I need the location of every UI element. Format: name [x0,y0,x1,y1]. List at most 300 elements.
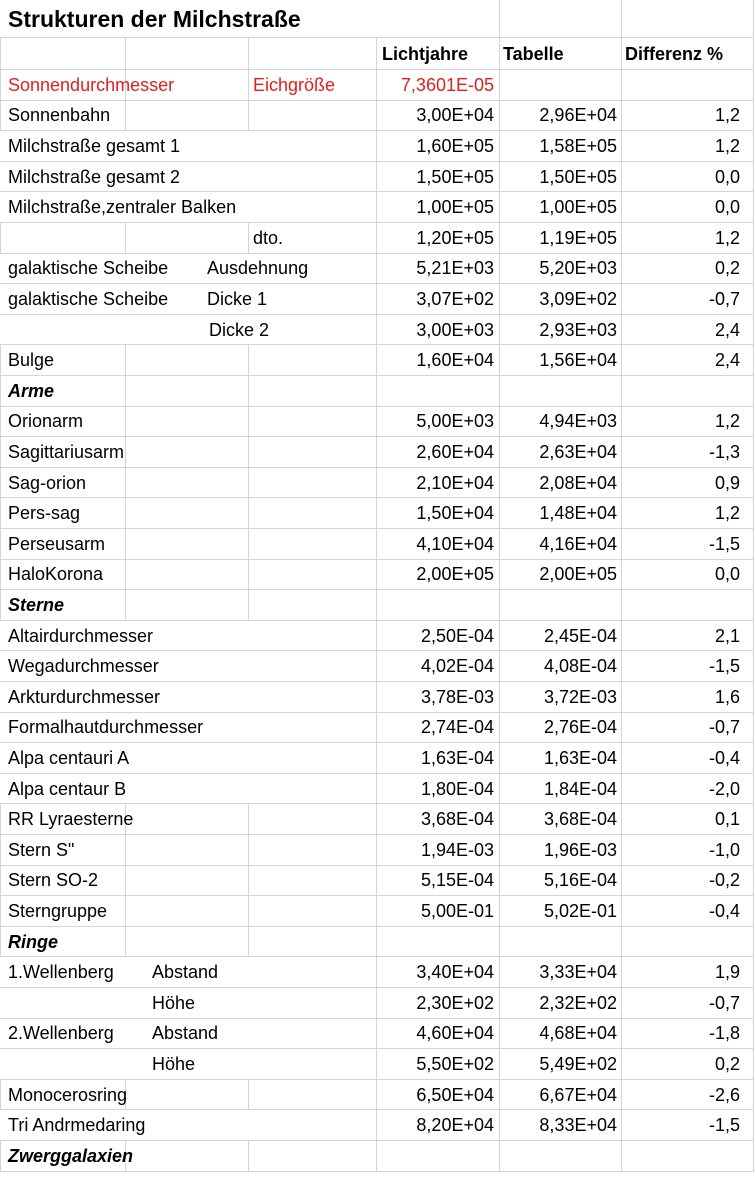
value-tabelle-text: 8,33E+04 [539,1115,617,1136]
value-differenz[interactable] [621,1080,740,1111]
gridline-vertical [621,0,622,38]
value-differenz-text: -1,5 [708,533,740,554]
row-sublabel[interactable] [152,957,376,988]
value-lichtjahre[interactable] [376,101,494,132]
row-label[interactable] [8,743,248,774]
gridline-vertical [621,590,622,621]
row-label-text: Milchstraße gesamt 2 [8,166,181,187]
gridline-vertical [0,101,1,132]
row-label[interactable] [8,682,248,713]
value-tabelle-text: 4,16E+04 [539,533,617,554]
row-label-text: galaktische Scheibe [8,288,169,309]
value-tabelle-text: 5,20E+03 [539,258,617,279]
value-lichtjahre-text: 2,00E+05 [416,564,494,585]
value-tabelle[interactable] [499,192,617,223]
section-ringe-text: Ringe [8,931,59,952]
gridline-vertical [0,1141,1,1172]
value-tabelle[interactable] [499,131,617,162]
table-row [0,896,754,927]
value-tabelle-text: 4,94E+03 [539,411,617,432]
value-tabelle[interactable] [499,1080,617,1111]
value-tabelle-text: 2,45E-04 [543,625,617,646]
gridline-vertical [248,223,249,254]
value-tabelle[interactable] [499,437,617,468]
value-tabelle[interactable] [499,682,617,713]
row-label[interactable] [8,651,248,682]
value-lichtjahre-text: 4,60E+04 [416,1023,494,1044]
table-row [0,192,754,223]
value-differenz-text: -2,6 [708,1084,740,1105]
gridline-vertical [125,223,126,254]
value-differenz[interactable] [621,437,740,468]
row-label-text: Bulge [8,350,55,371]
value-tabelle[interactable] [499,223,617,254]
value-tabelle-text: 2,00E+05 [539,564,617,585]
table-row [0,498,754,529]
value-lichtjahre[interactable] [376,284,494,315]
value-lichtjahre-text: 2,10E+04 [416,472,494,493]
row-label[interactable] [8,866,248,897]
row-label-text: 2.Wellenberg [8,1023,114,1044]
calibration-label[interactable] [8,70,248,101]
table-row [0,713,754,744]
value-differenz[interactable] [621,988,740,1019]
value-differenz[interactable] [621,131,740,162]
value-differenz[interactable] [621,1110,740,1141]
gridline-vertical [621,38,622,70]
gridline-vertical [499,38,500,70]
header-lichtjahre[interactable] [382,38,499,70]
value-tabelle-text: 3,09E+02 [539,288,617,309]
row-label[interactable] [8,101,248,132]
value-differenz-text: -0,7 [708,717,740,738]
value-lichtjahre[interactable] [376,621,494,652]
section-zwerggalaxien[interactable] [8,1141,248,1172]
row-label-text: Sag-orion [8,472,87,493]
row-sublabel-text: Dicke 2 [209,319,270,340]
gridline-vertical [0,590,1,621]
value-tabelle[interactable] [499,651,617,682]
table-row [0,1080,754,1111]
row-label[interactable] [8,192,248,223]
value-tabelle-text: 4,08E-04 [543,656,617,677]
value-tabelle-text: 2,32E+02 [539,992,617,1013]
value-differenz-text: 1,2 [714,411,740,432]
value-tabelle-text: 5,49E+02 [539,1053,617,1074]
value-lichtjahre[interactable] [376,223,494,254]
row-label-text: HaloKorona [8,564,104,585]
value-lichtjahre-text: 3,00E+03 [416,319,494,340]
gridline-vertical [0,345,1,376]
value-lichtjahre[interactable] [376,651,494,682]
value-lichtjahre[interactable] [376,407,494,438]
gridline-vertical [248,101,249,132]
value-lichtjahre-text: 5,15E-04 [420,870,494,891]
gridline-vertical [0,927,1,958]
table-row [0,529,754,560]
value-differenz-text: -1,5 [708,656,740,677]
value-differenz-text: -0,4 [708,900,740,921]
calibration-value[interactable] [376,70,494,101]
table-row [0,315,754,346]
gridline-vertical [0,407,1,438]
row-note-text: dto. [253,227,284,248]
gridline-vertical [248,529,249,560]
row-label[interactable] [8,774,248,805]
value-differenz[interactable] [621,315,740,346]
row-label-text: Alpa centauri A [8,747,130,768]
value-differenz-text: 1,6 [714,686,740,707]
gridline-vertical [0,468,1,499]
row-label[interactable] [8,345,248,376]
table-row [0,1049,754,1080]
row-label[interactable] [8,498,248,529]
value-tabelle-text: 1,63E-04 [543,747,617,768]
value-lichtjahre[interactable] [376,743,494,774]
value-lichtjahre-text: 5,21E+03 [416,258,494,279]
value-tabelle[interactable] [499,498,617,529]
header-tabelle[interactable] [503,38,621,70]
value-differenz[interactable] [621,254,740,285]
gridline-vertical [499,1141,500,1172]
table-row [0,866,754,897]
value-lichtjahre[interactable] [376,774,494,805]
value-differenz-text: 1,9 [714,962,740,983]
table-row [0,804,754,835]
section-ringe[interactable] [8,927,248,958]
value-lichtjahre[interactable] [376,804,494,835]
value-differenz[interactable] [621,835,740,866]
table-row [0,957,754,988]
table-row [0,682,754,713]
value-tabelle[interactable] [499,254,617,285]
value-differenz[interactable] [621,560,740,591]
gridline-vertical [248,70,249,101]
value-tabelle-text: 1,56E+04 [539,350,617,371]
gridline-vertical [248,560,249,591]
row-label[interactable] [8,713,248,744]
section-arme[interactable] [8,376,248,407]
row-sublabel[interactable] [207,284,376,315]
value-tabelle[interactable] [499,315,617,346]
value-differenz[interactable] [621,682,740,713]
row-sublabel[interactable] [207,254,376,285]
value-differenz-text: -0,7 [708,992,740,1013]
value-tabelle-text: 3,72E-03 [543,686,617,707]
table-row [0,651,754,682]
value-tabelle[interactable] [499,1019,617,1050]
value-tabelle-text: 2,96E+04 [539,105,617,126]
value-lichtjahre-text: 1,94E-03 [420,839,494,860]
value-differenz[interactable] [621,223,740,254]
value-differenz[interactable] [621,345,740,376]
value-lichtjahre-text: 5,00E-01 [420,900,494,921]
value-lichtjahre[interactable] [376,1080,494,1111]
value-lichtjahre-text: 1,60E+04 [416,350,494,371]
value-lichtjahre[interactable] [376,131,494,162]
value-tabelle[interactable] [499,835,617,866]
value-differenz[interactable] [621,1049,740,1080]
row-sublabel-text: Dicke 1 [207,288,268,309]
value-tabelle[interactable] [499,345,617,376]
value-tabelle[interactable] [499,804,617,835]
row-label[interactable] [8,621,248,652]
row-label[interactable] [8,131,248,162]
section-zwerggalaxien-text: Zwerggalaxien [8,1145,134,1166]
value-differenz[interactable] [621,498,740,529]
value-tabelle[interactable] [499,284,617,315]
value-differenz-text: 2,4 [714,319,740,340]
sheet-title-text: Strukturen der Milchstraße [8,5,301,32]
row-label[interactable] [8,896,248,927]
value-tabelle[interactable] [499,896,617,927]
value-differenz[interactable] [621,743,740,774]
value-lichtjahre[interactable] [376,254,494,285]
row-label-text: galaktische Scheibe [8,258,169,279]
gridline-vertical [248,468,249,499]
row-label-text: Milchstraße,zentraler Balken [8,197,237,218]
row-label-text: Monocerosring [8,1084,128,1105]
row-label[interactable] [8,437,248,468]
value-tabelle[interactable] [499,621,617,652]
table-row [0,1019,754,1050]
gridline-vertical [0,498,1,529]
gridline-vertical [499,590,500,621]
value-lichtjahre[interactable] [376,835,494,866]
value-lichtjahre[interactable] [376,192,494,223]
value-lichtjahre[interactable] [376,682,494,713]
gridline-vertical [248,437,249,468]
value-lichtjahre[interactable] [376,498,494,529]
value-differenz[interactable] [621,468,740,499]
value-lichtjahre-text: 5,00E+03 [416,411,494,432]
value-differenz[interactable] [621,1019,740,1050]
gridline-vertical [499,0,500,38]
value-differenz[interactable] [621,774,740,805]
value-tabelle[interactable] [499,988,617,1019]
row-label[interactable] [8,407,248,438]
value-lichtjahre-text: 2,74E-04 [420,717,494,738]
gridline-vertical [0,1080,1,1111]
table-row [0,131,754,162]
value-lichtjahre[interactable] [376,437,494,468]
value-tabelle[interactable] [499,560,617,591]
value-differenz[interactable] [621,192,740,223]
value-lichtjahre-text: 1,50E+05 [416,166,494,187]
row-label[interactable] [8,1080,248,1111]
section-row [0,376,754,407]
value-lichtjahre[interactable] [376,1049,494,1080]
table-row [0,162,754,193]
value-lichtjahre-text: 3,40E+04 [416,962,494,983]
gridline-vertical [0,529,1,560]
value-lichtjahre-text: 1,63E-04 [420,747,494,768]
table-row [0,1110,754,1141]
value-tabelle-text: 1,50E+05 [539,166,617,187]
value-tabelle-text: 2,63E+04 [539,441,617,462]
row-label-text: Milchstraße gesamt 1 [8,135,181,156]
gridline-vertical [376,927,377,958]
value-differenz-text: -1,8 [708,1023,740,1044]
gridline-vertical [248,866,249,897]
value-lichtjahre-text: 5,50E+02 [416,1053,494,1074]
value-tabelle-text: 1,58E+05 [539,135,617,156]
value-lichtjahre-text: 1,50E+04 [416,503,494,524]
gridline-vertical [248,407,249,438]
value-lichtjahre-text: 3,00E+04 [416,105,494,126]
value-tabelle[interactable] [499,529,617,560]
gridline-vertical [248,927,249,958]
row-label[interactable] [8,529,248,560]
value-tabelle[interactable] [499,407,617,438]
header-differenz[interactable] [625,38,754,70]
value-tabelle-text: 2,93E+03 [539,319,617,340]
value-lichtjahre[interactable] [376,896,494,927]
gridline-vertical [248,1141,249,1172]
value-lichtjahre[interactable] [376,988,494,1019]
value-lichtjahre-text: 6,50E+04 [416,1084,494,1105]
value-lichtjahre-text: 3,07E+02 [416,288,494,309]
value-differenz-text: -1,3 [708,441,740,462]
table-row [0,345,754,376]
value-tabelle[interactable] [499,713,617,744]
value-differenz-text: 1,2 [714,503,740,524]
value-differenz[interactable] [621,896,740,927]
value-tabelle[interactable] [499,774,617,805]
gridline-vertical [499,70,500,101]
value-lichtjahre-text: 3,78E-03 [420,686,494,707]
table-row [0,254,754,285]
value-tabelle[interactable] [499,743,617,774]
gridline-vertical [125,38,126,70]
row-label[interactable] [8,1110,248,1141]
value-tabelle[interactable] [499,468,617,499]
value-differenz[interactable] [621,529,740,560]
gridline-vertical [248,1080,249,1111]
row-sublabel-text: Abstand [152,1023,219,1044]
sheet-title[interactable] [8,0,370,38]
value-lichtjahre-text: 1,60E+05 [416,135,494,156]
row-label[interactable] [8,804,248,835]
value-lichtjahre[interactable] [376,1019,494,1050]
gridline-vertical [0,223,1,254]
row-label[interactable] [8,560,248,591]
row-sublabel[interactable] [152,1049,376,1080]
value-lichtjahre[interactable] [376,345,494,376]
row-sublabel-text: Ausdehnung [207,258,309,279]
value-lichtjahre-text: 4,02E-04 [420,656,494,677]
value-lichtjahre-text: 8,20E+04 [416,1115,494,1136]
table-row [0,621,754,652]
gridline-vertical [248,38,249,70]
value-differenz[interactable] [621,866,740,897]
row-sublabel[interactable] [209,315,376,346]
value-differenz-text: 0,2 [714,258,740,279]
gridline-vertical [0,804,1,835]
value-differenz-text: -1,0 [708,839,740,860]
title-row [0,0,754,38]
calibration-tag[interactable] [253,70,376,101]
value-lichtjahre[interactable] [376,162,494,193]
value-lichtjahre[interactable] [376,315,494,346]
section-row [0,590,754,621]
calibration-value-text: 7,3601E-05 [400,74,494,95]
value-differenz[interactable] [621,407,740,438]
value-tabelle[interactable] [499,1049,617,1080]
value-tabelle[interactable] [499,866,617,897]
row-label-text: Perseusarm [8,533,106,554]
value-differenz-text: -0,4 [708,747,740,768]
row-sublabel-text: Höhe [152,992,196,1013]
gridline-vertical [0,835,1,866]
value-tabelle[interactable] [499,1110,617,1141]
row-label-text: Wegadurchmesser [8,656,159,677]
value-lichtjahre-text: 1,80E-04 [420,778,494,799]
value-differenz[interactable] [621,101,740,132]
value-differenz[interactable] [621,713,740,744]
section-row [0,1141,754,1172]
value-differenz-text: 0,2 [714,1053,740,1074]
value-differenz[interactable] [621,957,740,988]
gridline-vertical [0,866,1,897]
row-label[interactable] [8,835,248,866]
value-lichtjahre[interactable] [376,1110,494,1141]
row-label[interactable] [8,468,248,499]
row-note[interactable] [253,223,376,254]
row-sublabel[interactable] [152,988,376,1019]
value-tabelle-text: 2,76E-04 [543,717,617,738]
value-tabelle[interactable] [499,957,617,988]
value-differenz-text: 1,2 [714,227,740,248]
gridline-vertical [376,1141,377,1172]
row-label-text: 1.Wellenberg [8,962,114,983]
gridline-vertical [499,927,500,958]
value-differenz[interactable] [621,651,740,682]
value-differenz-text: 1,2 [714,135,740,156]
value-differenz-text: 0,0 [714,166,740,187]
value-differenz-text: 0,9 [714,472,740,493]
value-differenz-text: 2,4 [714,350,740,371]
header-lichtjahre-text: Lichtjahre [382,43,469,64]
row-label-text: Pers-sag [8,503,81,524]
value-differenz[interactable] [621,804,740,835]
value-tabelle-text: 6,67E+04 [539,1084,617,1105]
value-lichtjahre-text: 1,20E+05 [416,227,494,248]
value-differenz[interactable] [621,284,740,315]
value-differenz-text: -0,2 [708,870,740,891]
gridline-vertical [0,437,1,468]
row-label[interactable] [8,162,248,193]
calibration-row [0,70,754,101]
value-lichtjahre[interactable] [376,957,494,988]
row-label-text: Sonnenbahn [8,105,111,126]
value-lichtjahre[interactable] [376,713,494,744]
value-lichtjahre[interactable] [376,468,494,499]
value-lichtjahre[interactable] [376,866,494,897]
section-sterne[interactable] [8,590,248,621]
value-lichtjahre[interactable] [376,560,494,591]
value-differenz[interactable] [621,162,740,193]
value-tabelle[interactable] [499,162,617,193]
value-tabelle-text: 3,68E-04 [543,809,617,830]
value-tabelle-text: 1,48E+04 [539,503,617,524]
value-lichtjahre[interactable] [376,529,494,560]
gridline-vertical [621,1141,622,1172]
value-tabelle[interactable] [499,101,617,132]
value-differenz[interactable] [621,621,740,652]
table-row [0,835,754,866]
row-sublabel[interactable] [152,1019,376,1050]
